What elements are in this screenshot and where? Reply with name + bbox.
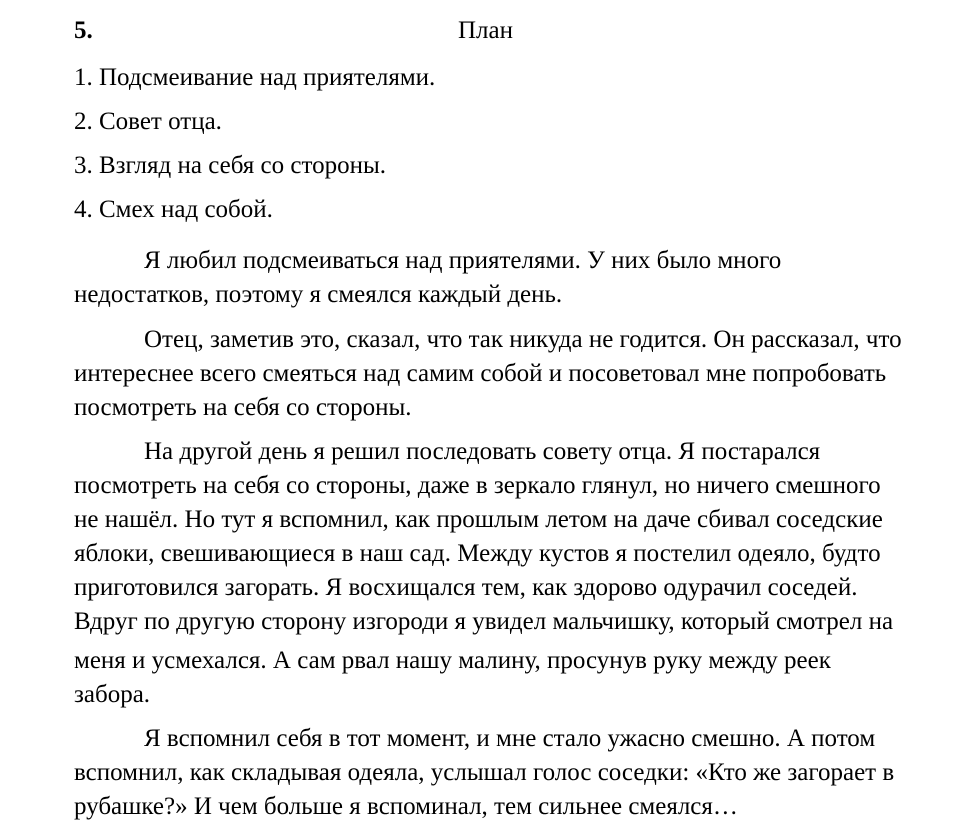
paragraph-2 (4, 323, 956, 425)
paragraph-line: Отец, заметив это, сказал, что так никуда не годится. Он рассказал, что (144, 326, 902, 353)
plan-list (74, 61, 435, 237)
paragraph-line: На другой день я решил последовать совету отца. Я постарался (144, 438, 821, 465)
paragraph-line: меня и усмехался. А сам рвал нашу малину, просунув руку между реек (74, 647, 831, 674)
paragraph-line: рубашке?» И чем больше я вспоминал, тем сильнее смеялся… (74, 793, 738, 820)
paragraph-line: не нашёл. Но тут я вспомнил, как прошлым летом на даче сбивал соседские (74, 506, 883, 533)
task-number: 5. (74, 17, 93, 44)
paragraph-line: забора. (74, 681, 151, 708)
plan-item: 4. Смех над собой. (74, 196, 273, 223)
paragraph-line: Я вспомнил себя в тот момент, и мне стало ужасно смешно. А потом (144, 725, 876, 752)
plan-item: 1. Подсмеивание над приятелями. (74, 64, 436, 91)
paragraph-1 (4, 244, 956, 312)
paragraph-line: приготовился загорать. Я восхищался тем, как здорово одурачил соседей. (74, 574, 858, 601)
plan-item: 3. Взгляд на себя со стороны. (74, 152, 387, 179)
paragraph-3 (4, 435, 956, 712)
paragraph-line: Вдруг по другую сторону изгороди я увидел мальчишку, который смотрел на (74, 608, 894, 635)
paragraph-line: яблоки, свешивающиеся в наш сад. Между кустов я постелил одеяло, будто (74, 540, 881, 567)
paragraph-line: вспомнил, как складывая одеяла, услышал голос соседки: «Кто же загорает в (74, 759, 895, 786)
plan-item: 2. Совет отца. (74, 108, 222, 135)
paragraph-4 (4, 722, 956, 824)
paragraph-line: интереснее всего смеяться над самим собой и посоветовал мне попробовать (74, 360, 887, 387)
plan-title: План (458, 17, 514, 44)
paragraph-line: посмотреть на себя со стороны. (74, 394, 412, 421)
paragraph-line: недостатков, поэтому я смеялся каждый день. (74, 281, 563, 308)
paragraph-line: посмотреть на себя со стороны, даже в зеркало глянул, но ничего смешного (74, 472, 881, 499)
heading-row (0, 14, 960, 50)
paragraph-line: Я любил подсмеиваться над приятелями. У них было много (144, 247, 782, 274)
